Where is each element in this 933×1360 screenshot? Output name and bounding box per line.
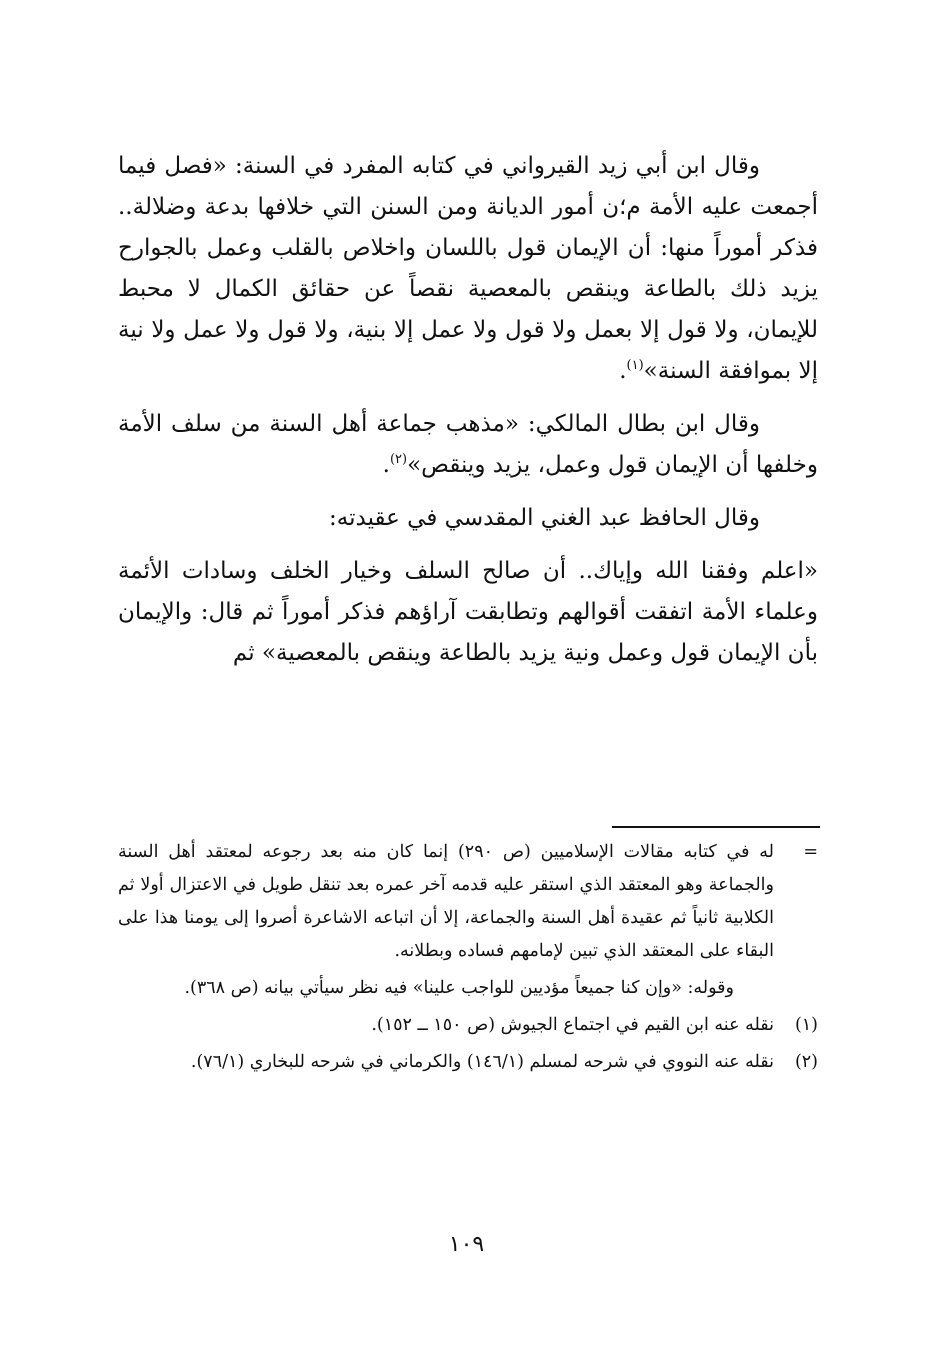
footnote-separator — [612, 826, 820, 828]
footnote-spacer — [774, 972, 818, 1005]
footnote-text: نقله عنه النووي في شرحه لمسلم (١٤٦/١) والكرماني في شرحه للبخاري (٧٦/١). — [190, 1052, 774, 1072]
continuation-marker: = — [803, 842, 818, 862]
footnote-continuation-2 — [118, 972, 818, 1005]
paragraph-text: وقال الحافظ عبد الغني المقدسي في عقيدته: — [329, 505, 760, 531]
footnote-number: (٢) — [794, 1052, 818, 1072]
footnote-text: نقله عنه ابن القيم في اجتماع الجيوش (ص ١٥٠ ــ ١٥٢). — [371, 1015, 774, 1035]
footnote-2 — [118, 1046, 818, 1079]
footnotes — [118, 836, 818, 1083]
paragraph-maqdisi-intro — [118, 498, 818, 539]
paragraph-maqdisi-quote — [118, 551, 818, 674]
footnote-ref-1: (١) — [626, 358, 644, 373]
footnote-1 — [118, 1009, 818, 1042]
paragraph-qayrawani — [118, 146, 818, 392]
footnote-ref-2: (٢) — [389, 452, 408, 467]
paragraph-text: «اعلم وفقنا الله وإياك.. أن صالح السلف وخيار الخلف وسادات الأئمة وعلماء الأمة اتفقت أقوالهم وتطابقت آراؤهم فذكر أموراً ثم قال: والإيمان بأن الإيمان قول وعمل ونية يزيد بالطاعة وينقص بالمعصية» ثم — [118, 558, 818, 666]
footnote-text: وقوله: «وإن كنا جميعاً مؤديين للواجب علينا» فيه نظر سيأتي بيانه (ص ٣٦٨). — [184, 978, 734, 998]
page-number: ١٠٩ — [448, 1232, 485, 1257]
paragraph-text: وقال ابن بطال المالكي: «مذهب جماعة أهل السنة من سلف الأمة وخلفها أن الإيمان قول وعمل، يزيد وينقص» — [118, 411, 818, 478]
footnote-text: له في كتابه مقالات الإسلاميين (ص ٢٩٠) إنما كان منه بعد رجوعه لمعتقد أهل السنة والجماعة وهو المعتقد الذي استقر عليه قدمه آخر عمره بعد تنقل طويل في الاعتزال أولا ثم الكلابية ثانياً ثم عقيدة أهل السنة والجماعة، إلا أن اتباعه الاشاعرة أصروا إلى يومنا هذا على البقاء على المعتقد الذي تبين لإمامهم فساده وبطلانه. — [118, 842, 774, 961]
main-text — [118, 146, 818, 686]
paragraph-end: . — [382, 452, 390, 478]
paragraph-ibn-battal — [118, 404, 818, 486]
footnote-continuation — [118, 836, 818, 968]
paragraph-text: وقال ابن أبي زيد القيرواني في كتابه المفرد في السنة: «فصل فيما أجمعت عليه الأمة م؛ن أمور الديانة ومن السنن التي خلافها بدعة وضلالة.. فذكر أموراً منها: أن الإيمان قول باللسان واخلاص بالقلب وعمل بالجوارح يزيد ذلك بالطاعة وينقص بالمعصية نقصاً عن حقائق الكمال لا محبط للإيمان، ولا قول إلا بعمل ولا قول ولا عمل إلا بنية، ولا قول ولا عمل ولا نية إلا بموافقة السنة» — [118, 153, 818, 384]
footnote-number: (١) — [794, 1015, 818, 1035]
paragraph-end: . — [619, 358, 627, 384]
